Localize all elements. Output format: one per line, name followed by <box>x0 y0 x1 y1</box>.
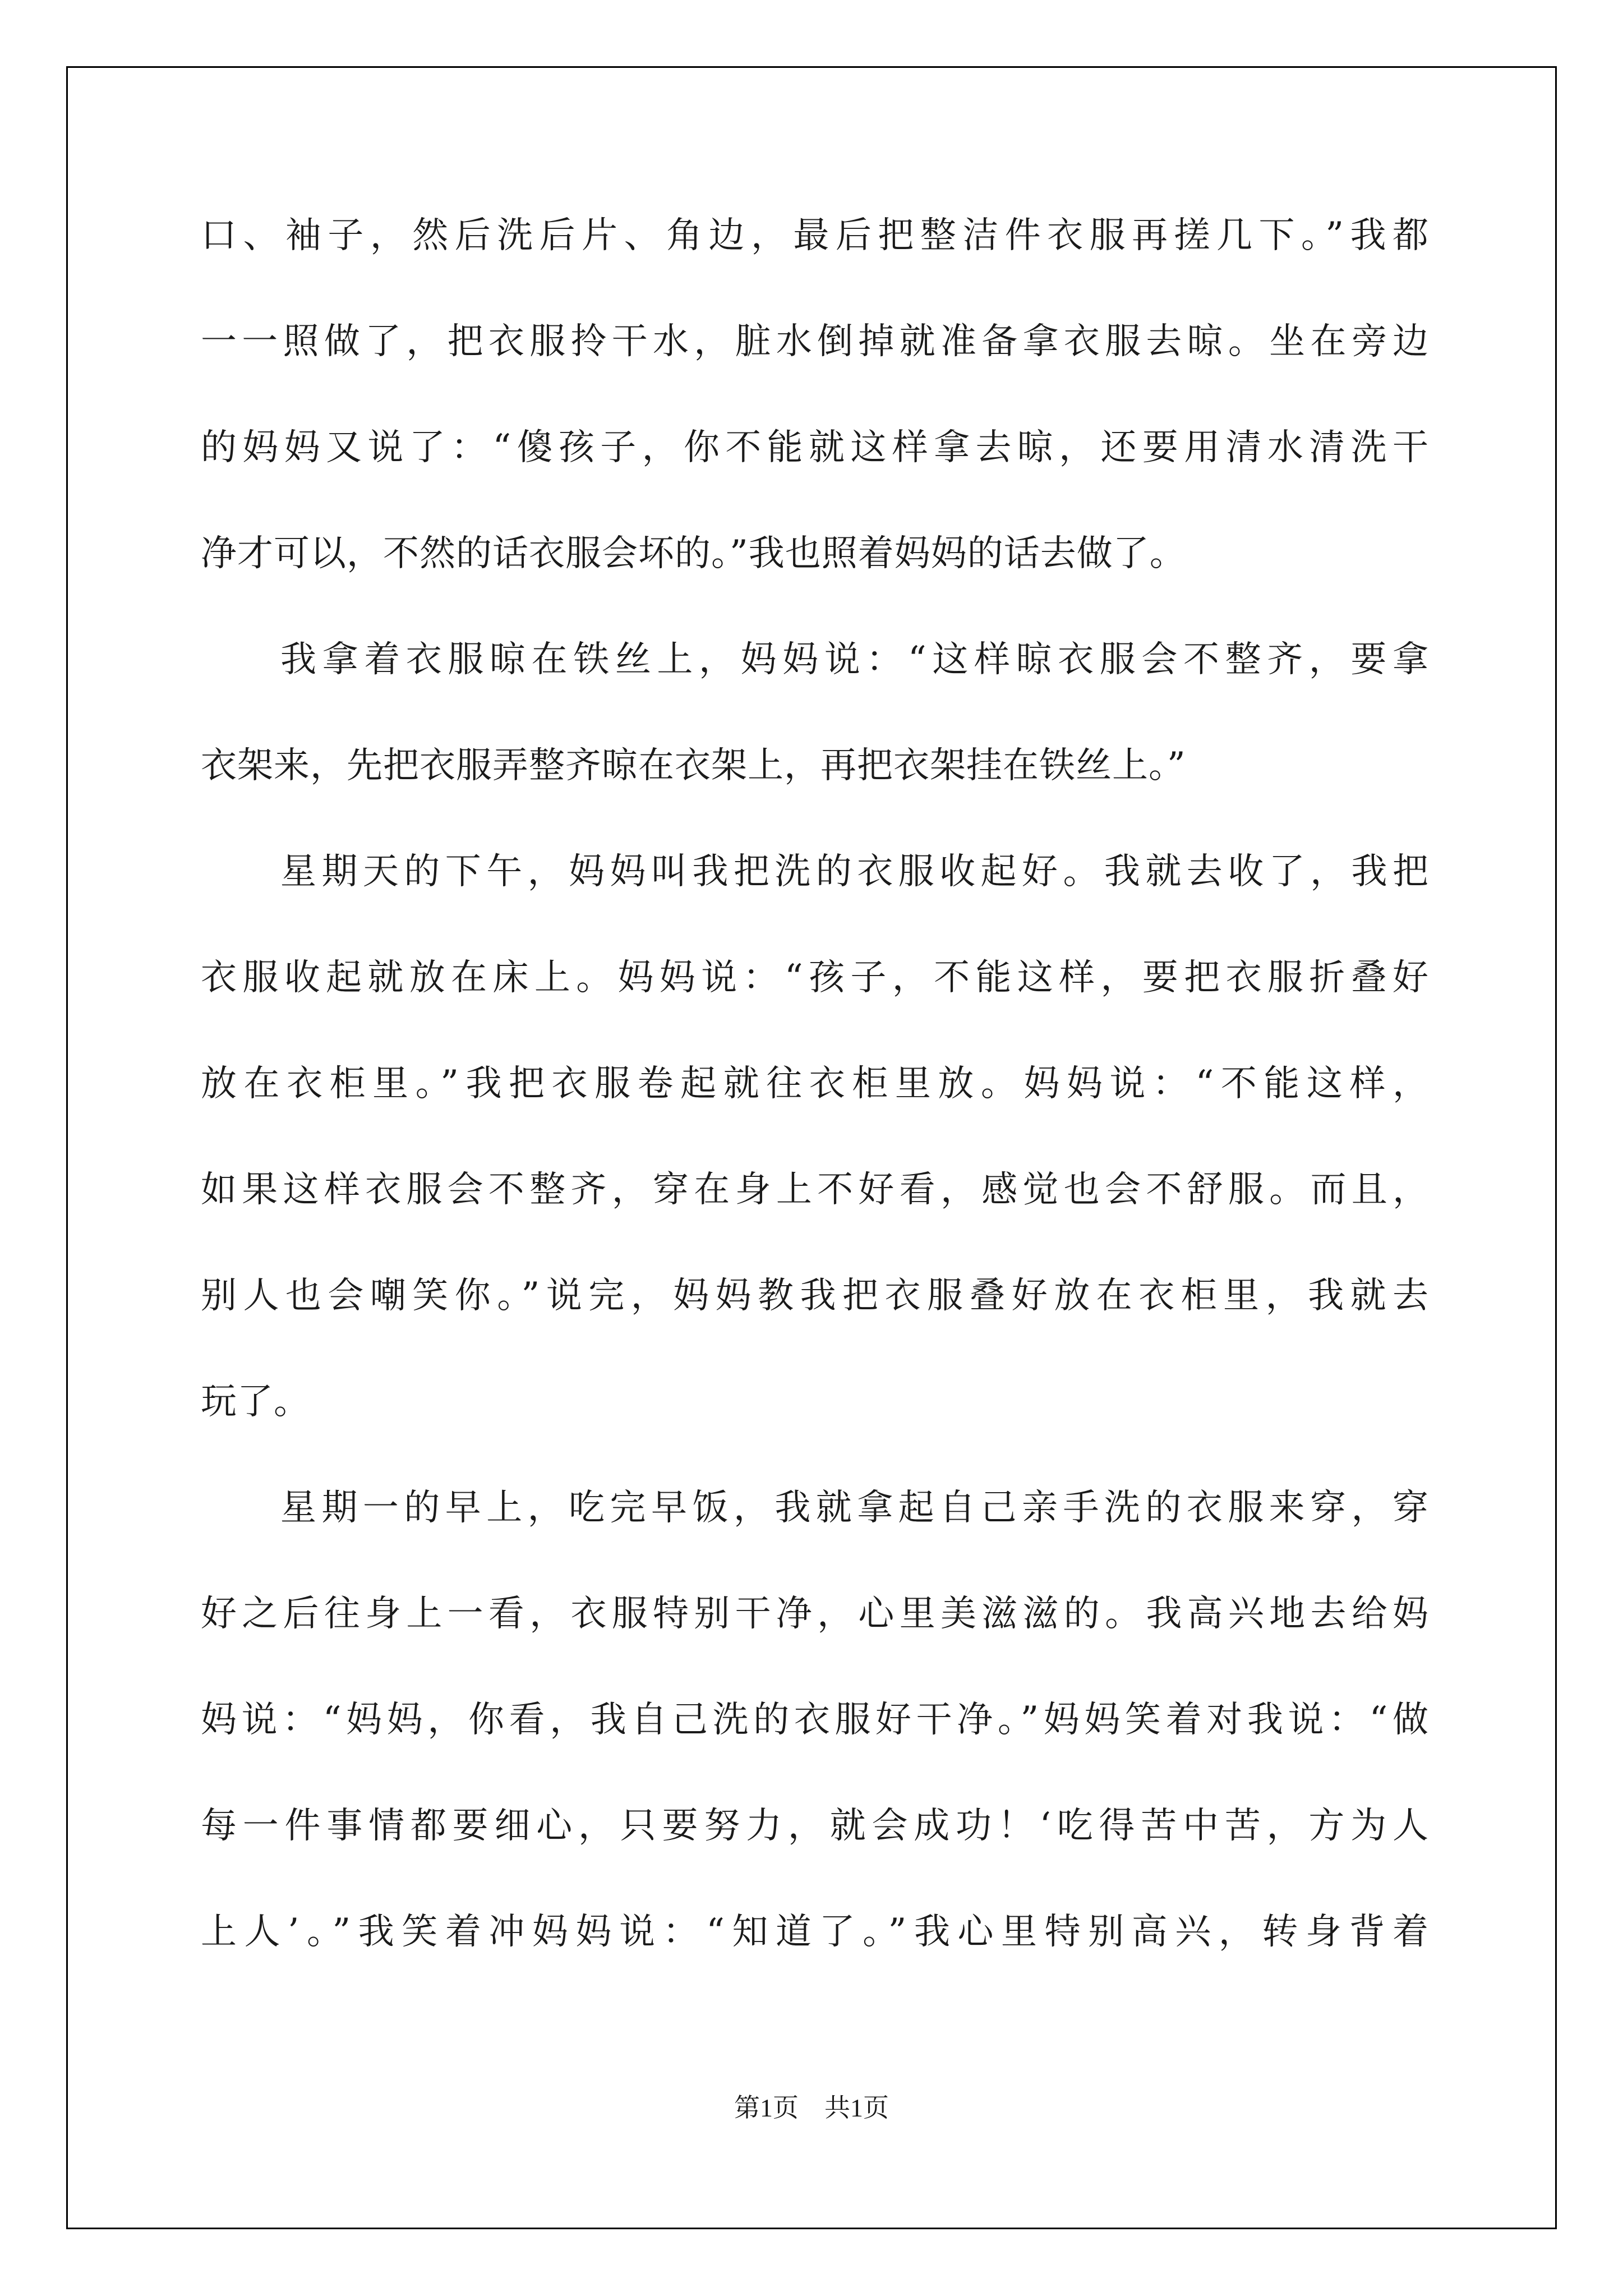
text-line: 妈说：“妈妈，你看，我自己洗的衣服好干净。”妈妈笑着对我说：“做 <box>201 1699 1429 1741</box>
page-number-footer: 第1页 共1页 <box>734 2093 889 2122</box>
text-line: 别人也会嘲笑你。”说完，妈妈教我把衣服叠好放在衣柜里，我就去 <box>201 1275 1429 1317</box>
text-line: 的妈妈又说了：“傻孩子，你不能就这样拿去晾，还要用清水清洗干 <box>201 427 1429 468</box>
text-line: 衣服收起就放在床上。妈妈说：“孩子，不能这样，要把衣服折叠好 <box>201 957 1429 999</box>
text-line: 好之后往身上一看，衣服特别干净，心里美滋滋的。我高兴地去给妈 <box>201 1593 1429 1635</box>
text-line: 每一件事情都要细心，只要努力，就会成功！‘吃得苦中苦，方为人 <box>201 1805 1429 1847</box>
text-line: 我拿着衣服晾在铁丝上，妈妈说：“这样晾衣服会不整齐，要拿 <box>280 639 1429 680</box>
text-line: 上人’。”我笑着冲妈妈说：“知道了。”我心里特别高兴，转身背着 <box>201 1911 1429 1953</box>
document-body <box>201 208 1429 2010</box>
text-line: 星期天的下午，妈妈叫我把洗的衣服收起好。我就去收了，我把 <box>280 851 1429 892</box>
text-line: 净才可以，不然的话衣服会坏的。”我也照着妈妈的话去做了。 <box>201 533 1186 574</box>
text-line: 口、袖子，然后洗后片、角边，最后把整洁件衣服再搓几下。”我都 <box>201 215 1429 256</box>
text-line: 一一照做了，把衣服拎干水，脏水倒掉就准备拿衣服去晾。坐在旁边 <box>201 321 1429 362</box>
text-line: 放在衣柜里。”我把衣服卷起就往衣柜里放。妈妈说：“不能这样， <box>201 1063 1429 1105</box>
text-line: 星期一的早上，吃完早饭，我就拿起自己亲手洗的衣服来穿，穿 <box>280 1487 1429 1529</box>
text-line: 玩了。 <box>201 1381 310 1423</box>
text-line: 如果这样衣服会不整齐，穿在身上不好看，感觉也会不舒服。而且， <box>201 1169 1429 1211</box>
text-line: 衣架来，先把衣服弄整齐晾在衣架上，再把衣架挂在铁丝上。” <box>201 745 1186 786</box>
